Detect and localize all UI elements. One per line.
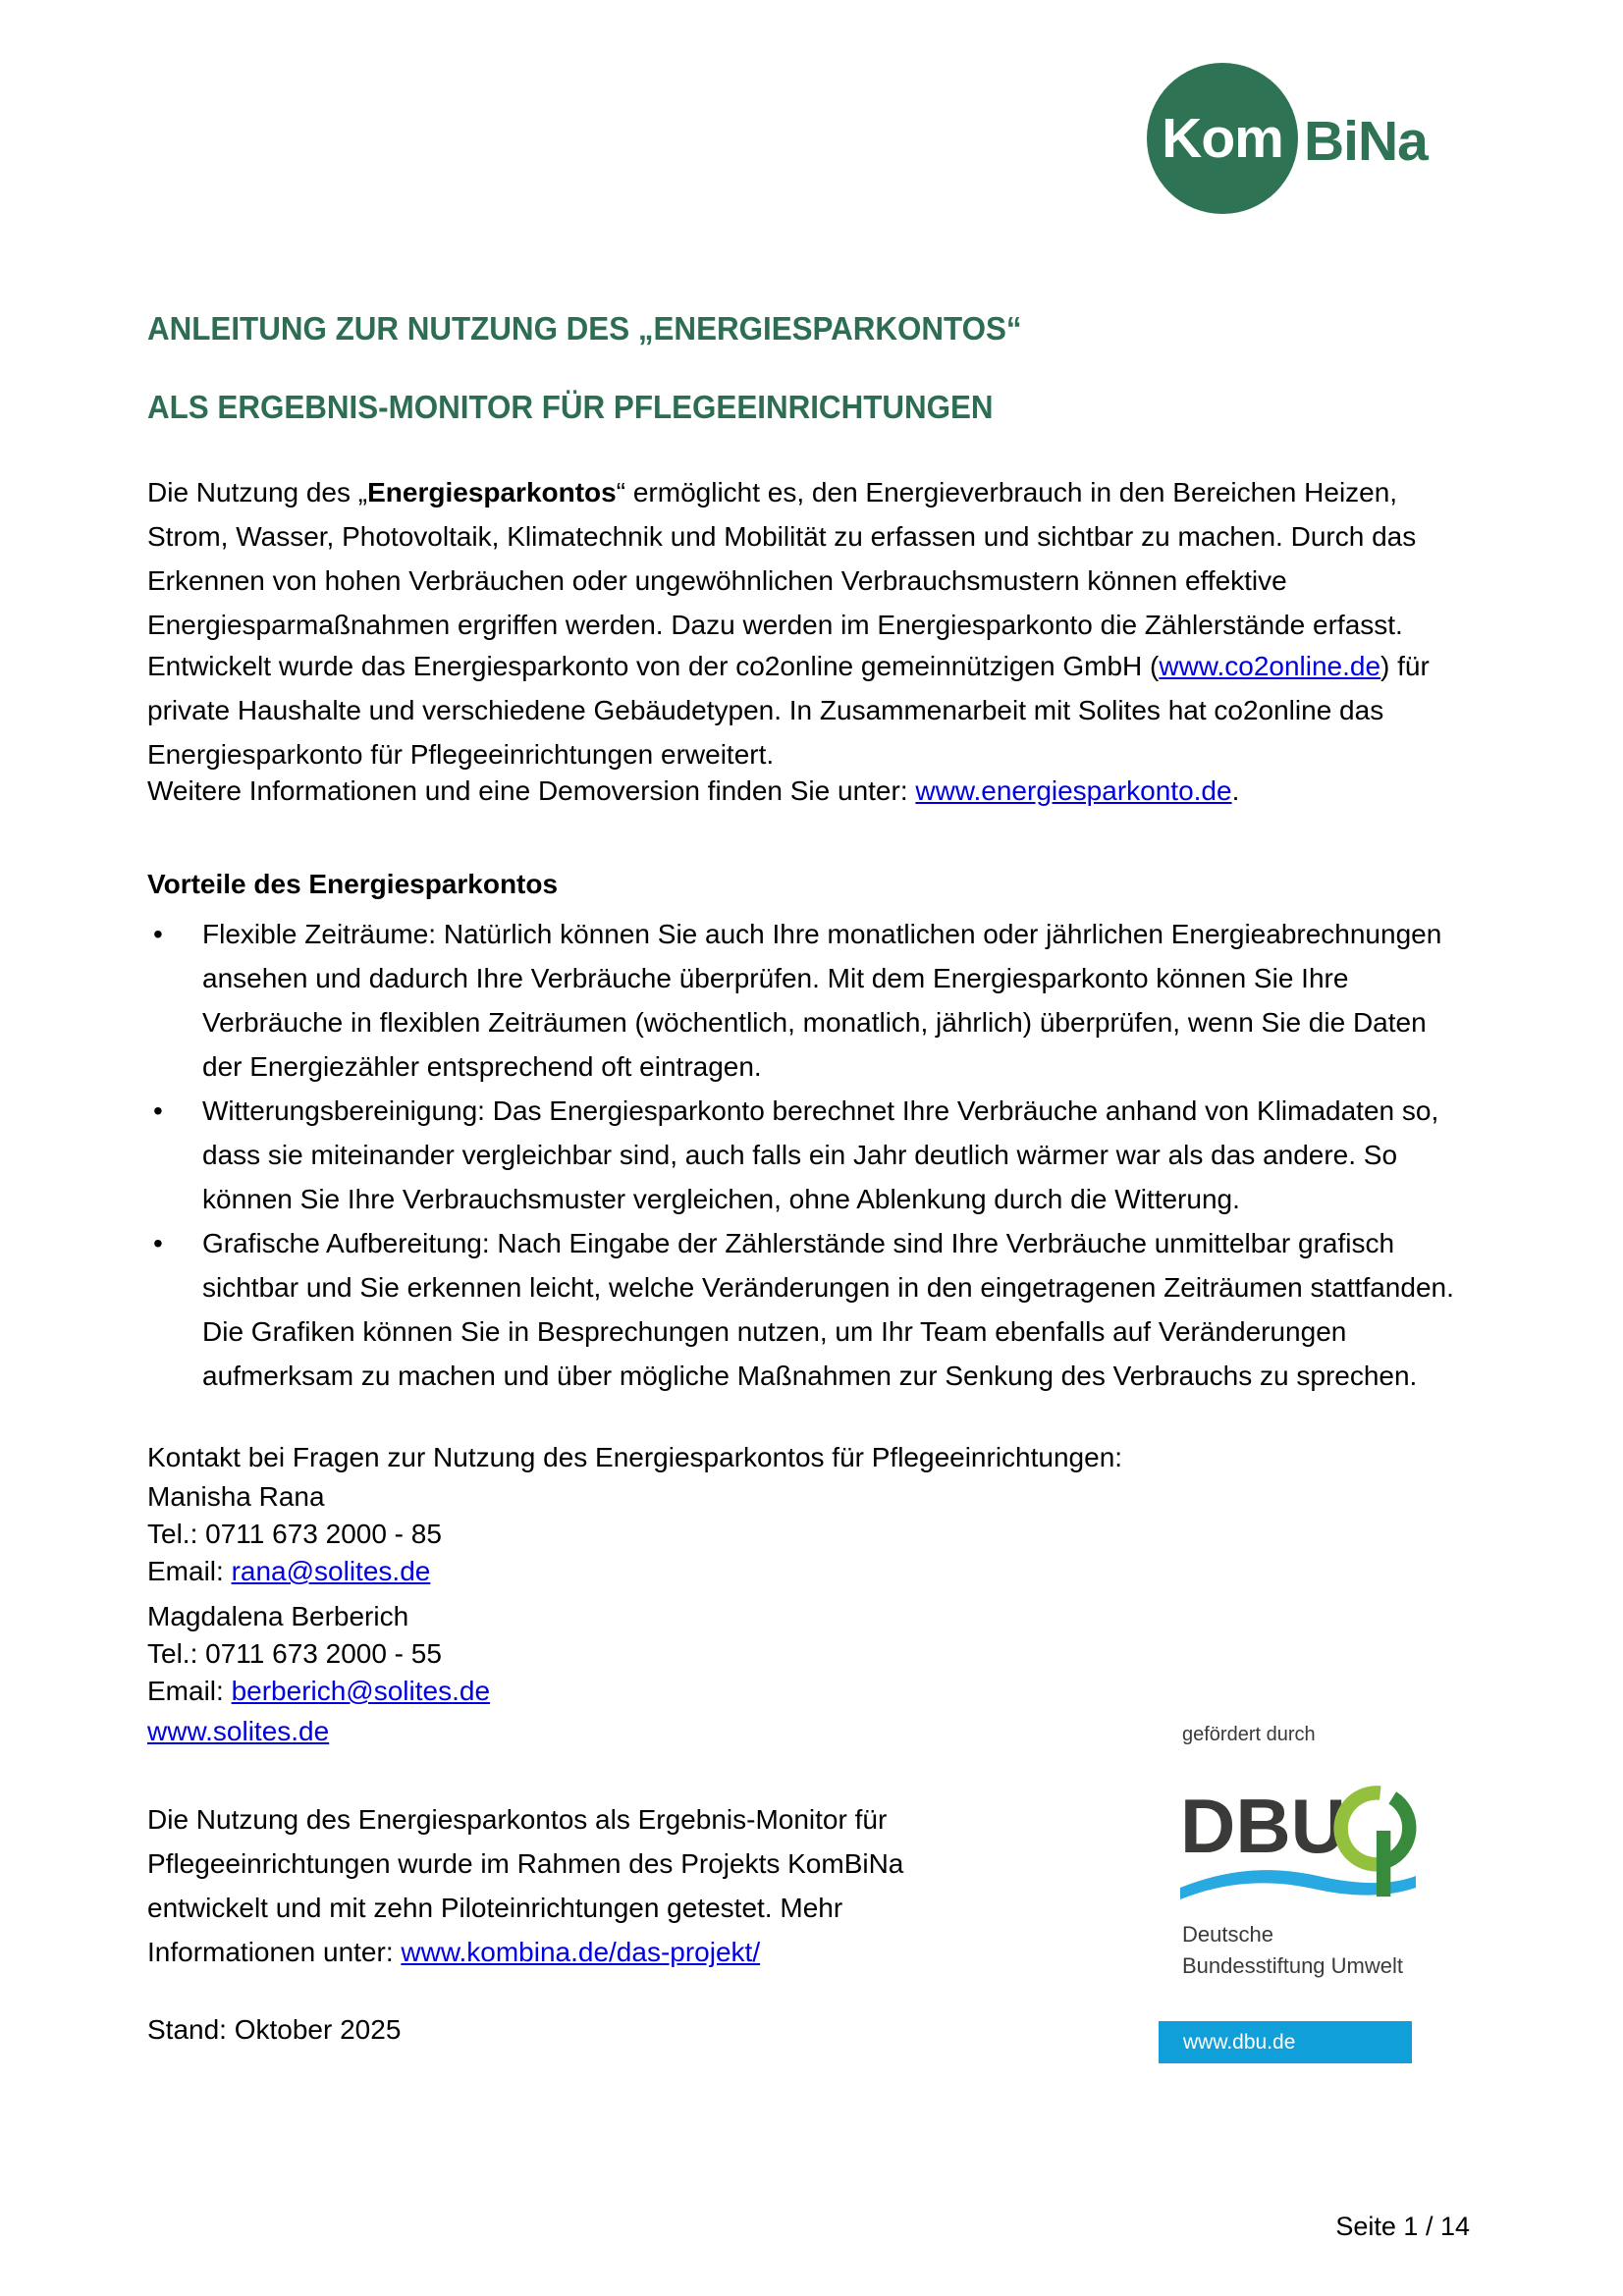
- dbu-logo: [1159, 1756, 1416, 1905]
- contact-person-2: [147, 1598, 490, 1710]
- benefit-item-flexible-zeitraeume: [147, 912, 1468, 1089]
- project-text: Die Nutzung des Energiesparkontos als Ergebnis-Monitor für Pflegeeinrichtungen wurde im Rahmen des Projekts KomBiNa entwickelt und mit zehn Piloteinrichtungen getestet. Mehr Informationen unter:: [147, 1804, 904, 1967]
- dbu-tree-icon: [1327, 1782, 1422, 1901]
- dbu-logo-block: [1159, 1724, 1416, 2063]
- benefit-item-text: Grafische Aufbereitung: Nach Eingabe der Zählerstände sind Ihre Verbräuche unmittelbar grafisch sichtbar und Sie erkennen leicht, welche Veränderungen in den eingetragenen Zeiträumen stattfanden. Die Grafiken können Sie in Besprechungen nutzen, um Ihr Team ebenfalls auf Veränderungen aufmerksam zu machen und über mögliche Maßnahmen zur Senkung des Verbrauchs zu sprechen.: [202, 1228, 1454, 1391]
- kombina-logo: [1147, 63, 1461, 218]
- intro-p3-text-before: Weitere Informationen und eine Demoversion finden Sie unter:: [147, 775, 916, 806]
- document-date: Stand: Oktober 2025: [147, 2014, 402, 2045]
- email-label: Email:: [147, 1556, 232, 1586]
- kombina-project-link[interactable]: www.kombina.de/das-projekt/: [401, 1937, 761, 1967]
- benefit-item-text: Flexible Zeiträume: Natürlich können Sie auch Ihre monatlichen oder jährlichen Energieabrechnungen ansehen und dadurch Ihre Verbräuche überprüfen. Mit dem Energiesparkonto können Sie Ihre Verbräuche in flexiblen Zeiträumen (wöchentlich, monatlich, jährlich) überprüfen, wenn Sie die Daten der Energiezähler entsprechend oft eintragen.: [202, 919, 1442, 1082]
- energiesparkonto-link[interactable]: www.energiesparkonto.de: [915, 775, 1232, 806]
- contact-person-email-row: [147, 1553, 442, 1590]
- email-link-berberich[interactable]: berberich@solites.de: [231, 1676, 491, 1706]
- contact-person-tel: Tel.: 0711 673 2000 - 55: [147, 1638, 442, 1669]
- document-title-line2: ALS ERGEBNIS-MONITOR FÜR PFLEGEEINRICHTUNGEN: [147, 389, 994, 425]
- kombina-logo-circle-icon: [1147, 63, 1298, 214]
- contact-intro: Kontakt bei Fragen zur Nutzung des Energiesparkontos für Pflegeeinrichtungen:: [147, 1442, 1123, 1472]
- page-number: Seite 1 / 14: [1335, 2212, 1470, 2241]
- solites-link[interactable]: www.solites.de: [147, 1716, 330, 1746]
- benefit-item-witterungsbereinigung: [147, 1089, 1468, 1221]
- intro-p3-text-after: .: [1231, 775, 1240, 806]
- kombina-logo-text-kom: Kom: [1162, 107, 1283, 170]
- dbu-website-bar: www.dbu.de: [1159, 2021, 1412, 2063]
- contact-person-email-row: [147, 1673, 490, 1710]
- contact-person-1: [147, 1478, 442, 1590]
- intro-p2-text-before: Entwickelt wurde das Energiesparkonto von der co2online gemeinnützigen GmbH (: [147, 651, 1160, 681]
- dbu-name-line2: Bundesstiftung Umwelt: [1182, 1953, 1403, 1978]
- intro-p2-text-after: ) für private Haushalte und verschiedene Gebäudetypen. In Zusammenarbeit mit Solites hat co2online das Energiesparkonto für Pflegeeinrichtungen erweitert.: [147, 651, 1430, 770]
- funded-by-label: gefördert durch: [1182, 1724, 1316, 1745]
- contact-person-tel: Tel.: 0711 673 2000 - 85: [147, 1519, 442, 1549]
- contact-person-name: Manisha Rana: [147, 1481, 325, 1512]
- dbu-full-name: [1159, 1919, 1416, 1982]
- benefits-heading: Vorteile des Energiesparkontos: [147, 869, 559, 899]
- co2online-link[interactable]: www.co2online.de: [1159, 651, 1381, 681]
- benefits-list: [147, 912, 1468, 1398]
- email-link-rana[interactable]: rana@solites.de: [231, 1556, 431, 1586]
- benefit-item-text: Witterungsbereinigung: Das Energiesparkonto berechnet Ihre Verbräuche anhand von Klimadaten so, dass sie miteinander vergleichbar sind, auch falls ein Jahr deutlich wärmer war als das andere. So können Sie Ihre Verbrauchsmuster vergleichen, ohne Ablenkung durch die Witterung.: [202, 1095, 1439, 1214]
- email-label: Email:: [147, 1676, 232, 1706]
- intro-p1-text-before: Die Nutzung des „: [147, 477, 368, 507]
- benefit-item-grafische-aufbereitung: [147, 1221, 1468, 1398]
- project-paragraph: [147, 1797, 997, 1974]
- intro-p1-bold-term: Energiesparkontos: [367, 477, 617, 507]
- contact-person-name: Magdalena Berberich: [147, 1601, 409, 1631]
- intro-paragraph-1: [147, 470, 1443, 647]
- dbu-name-line1: Deutsche: [1182, 1922, 1273, 1947]
- intro-p1-text-after: “ ermöglicht es, den Energieverbrauch in den Bereichen Heizen, Strom, Wasser, Photovoltaik, Klimatechnik und Mobilität zu erfassen und sichtbar zu machen. Durch das Erkennen von hohen Verbräuchen oder ungewöhnlichen Verbrauchsmustern können effektive Energiesparmaßnahmen ergriffen werden. Dazu werden im Energiesparkonto die Zählerstände erfasst.: [147, 477, 1417, 640]
- kombina-logo-text-bina: BiNa: [1304, 110, 1428, 173]
- intro-paragraph-3: [147, 769, 1443, 813]
- intro-paragraph-2: [147, 644, 1443, 776]
- document-title-line1: ANLEITUNG ZUR NUTZUNG DES „ENERGIESPARKONTOS“: [147, 310, 1022, 347]
- solites-website-row: [147, 1716, 329, 1747]
- dbu-acronym: DBU: [1180, 1783, 1346, 1869]
